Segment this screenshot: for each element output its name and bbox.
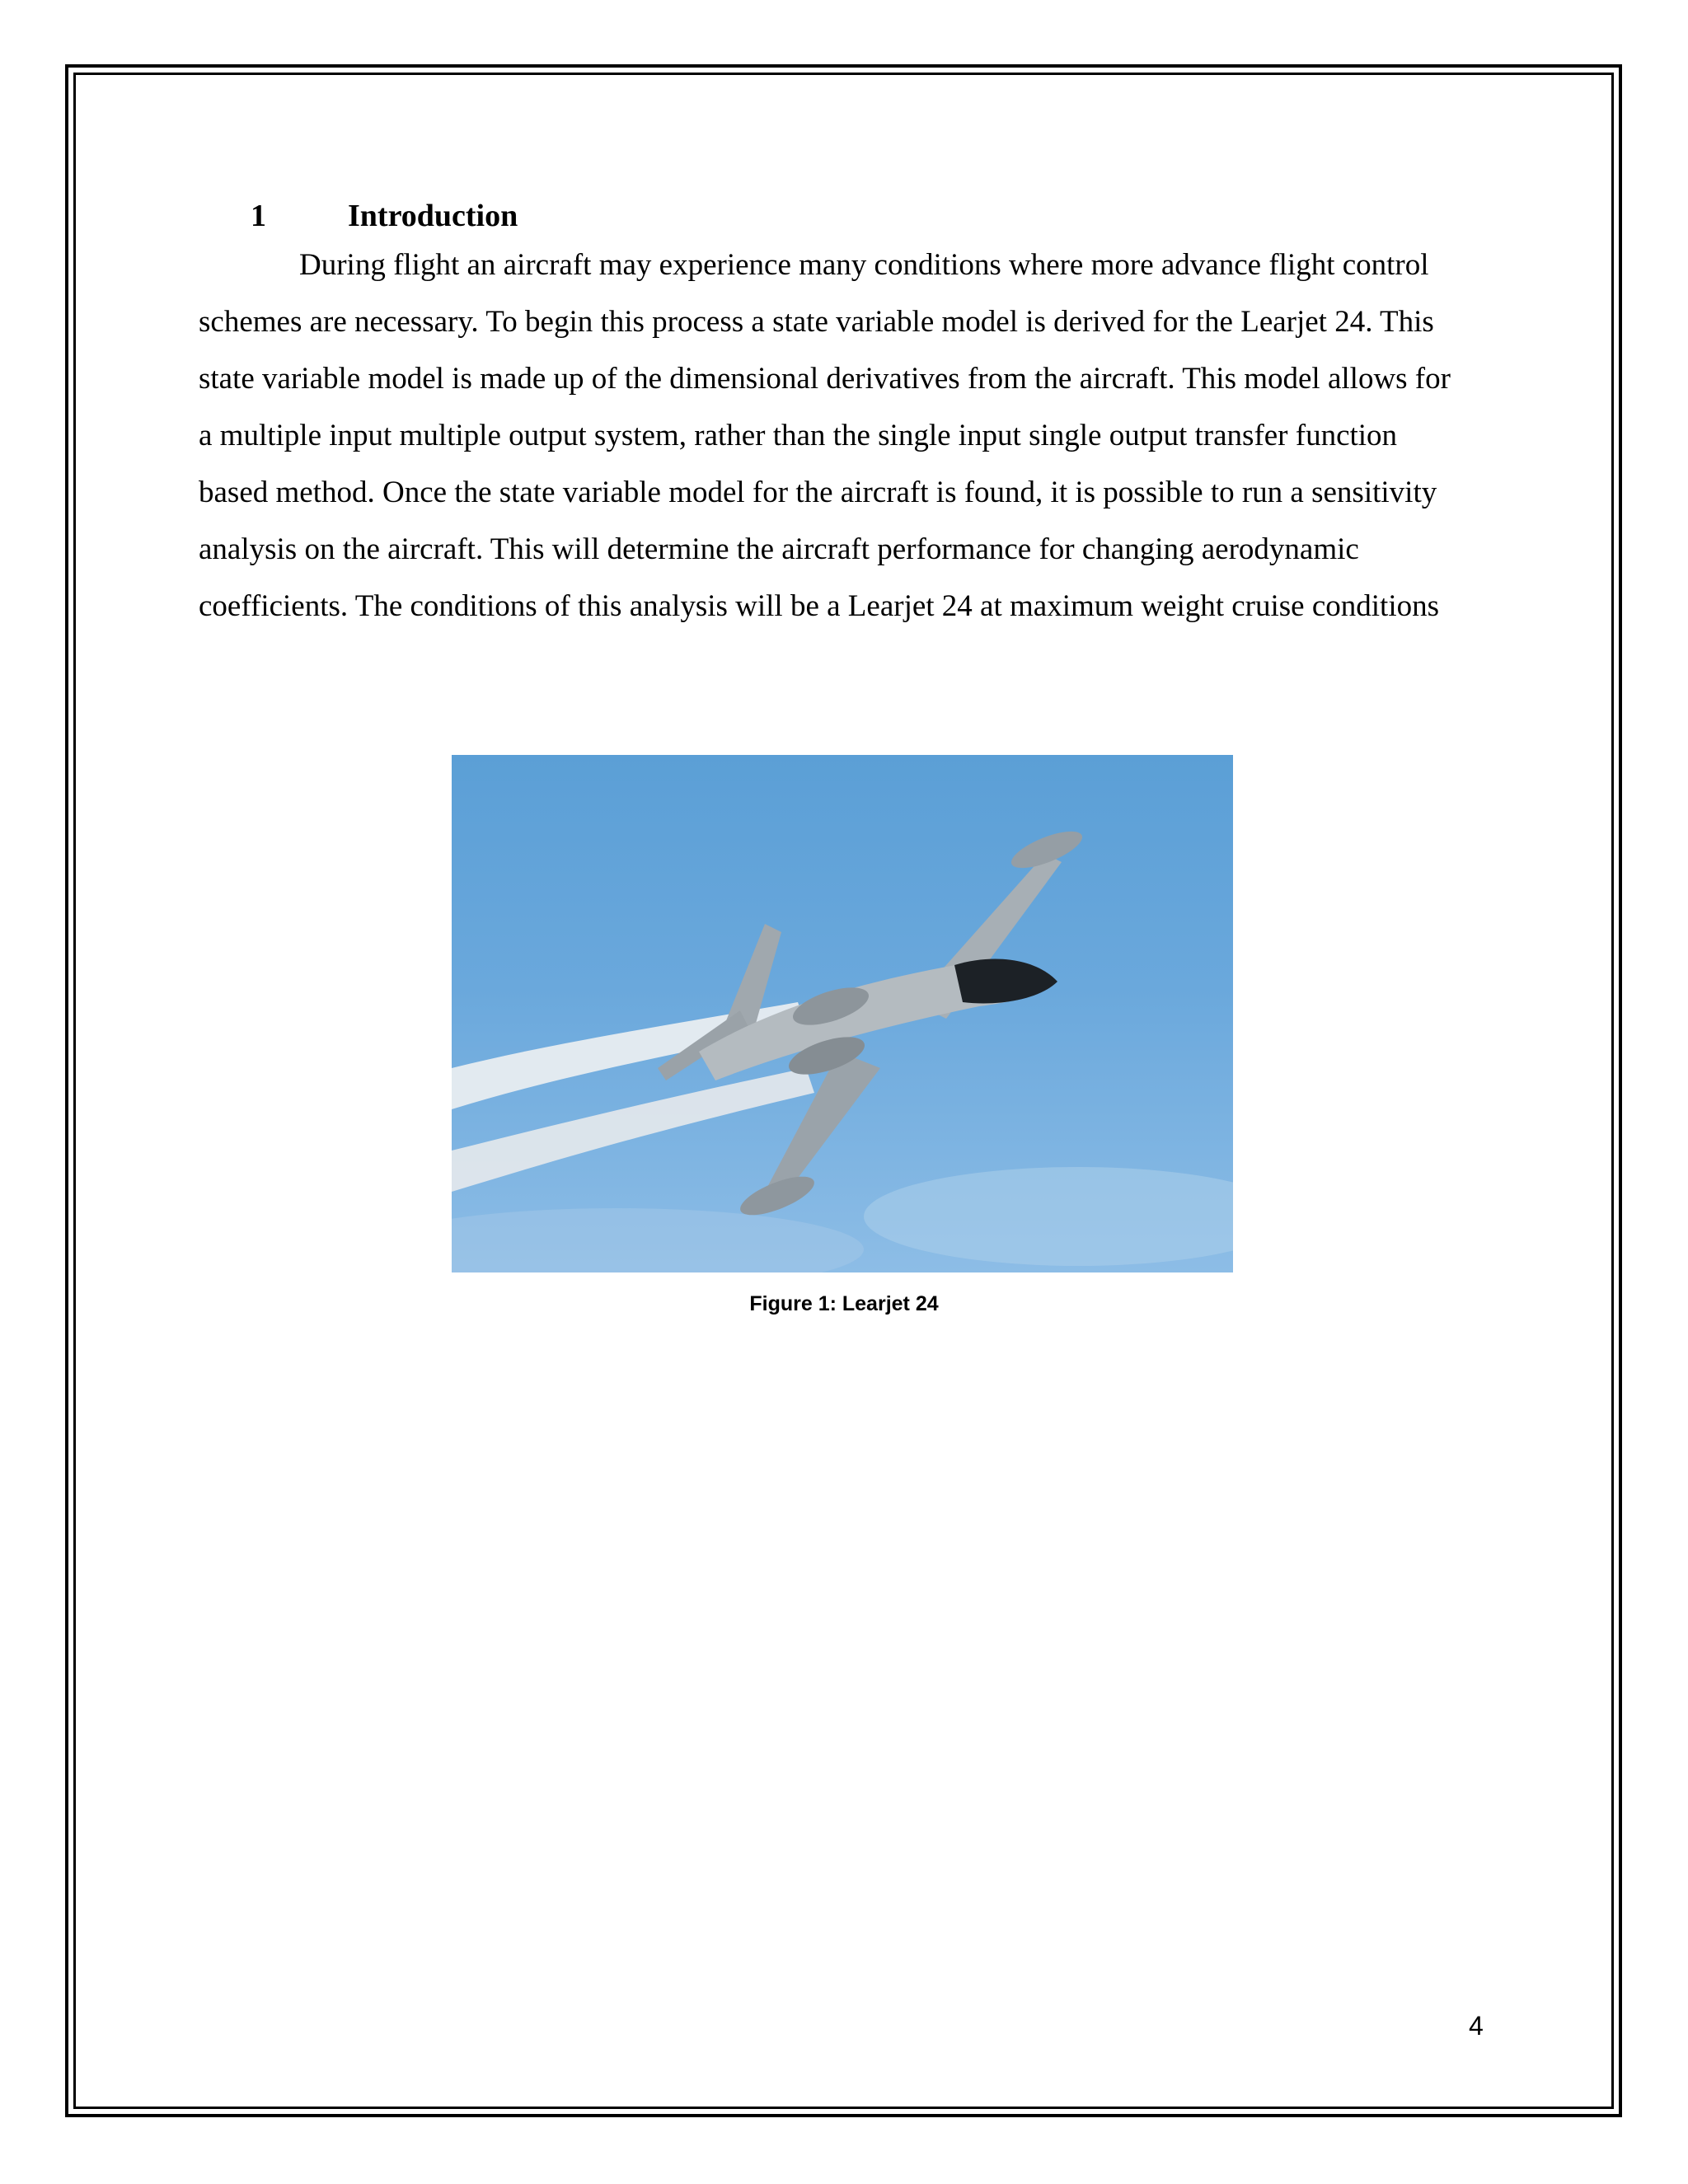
page-number: 4 — [1469, 2011, 1484, 2041]
intro-paragraph: During flight an aircraft may experience many conditions where more advance flight control schemes are necessary. To begin this process a state variable model is derived for the Learjet 24. This state variable model is made up of the dimensional derivatives from the aircraft. This model allows for a multiple input multiple output system, rather than the single input single output transfer function based method. Once the state variable model for the aircraft is found, it is possible to run a sensitivity analysis on the aircraft. This will determine the aircraft performance for changing aerodynamic coefficients. The conditions of this analysis will be a Learjet 24 at maximum weight cruise conditions — [199, 248, 1451, 623]
learjet-illustration — [452, 755, 1233, 1272]
section-number: 1 — [251, 199, 266, 233]
figure-caption: Figure 1: Learjet 24 — [749, 1292, 939, 1315]
learjet-photo — [452, 755, 1233, 1272]
section-title: Introduction — [348, 199, 518, 233]
